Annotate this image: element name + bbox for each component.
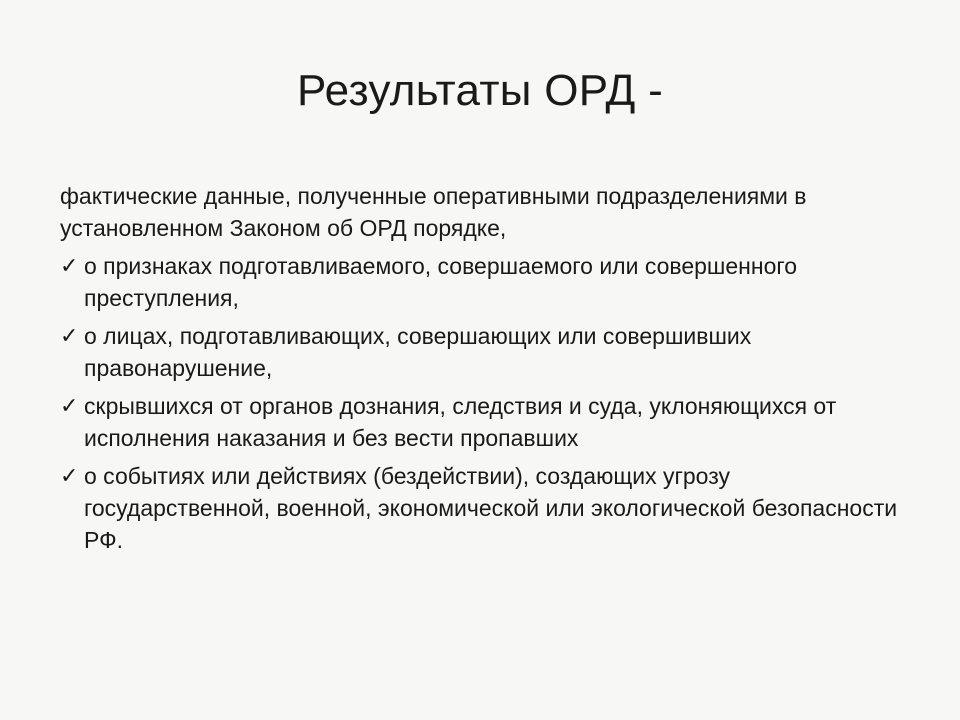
slide-body <box>60 180 910 562</box>
list-item <box>60 250 910 314</box>
list-item-text: скрывшихся от органов дознания, следствия и суда, уклоняющихся от исполнения наказания и без вести пропавших <box>84 393 837 451</box>
list-item <box>60 320 910 384</box>
intro-text: фактические данные, полученные оперативными подразделениями в установленном Законом об ОРД порядке, <box>60 183 807 241</box>
list-item-text: о признаках подготавливаемого, совершаемого или совершенного преступления, <box>84 253 798 311</box>
checkmark-icon: ✓ <box>60 393 79 418</box>
checkmark-icon: ✓ <box>60 323 79 348</box>
list-item <box>60 460 910 556</box>
slide-title: Результаты ОРД - <box>296 66 664 115</box>
list-item-text: о лицах, подготавливающих, совершающих или совершивших правонарушение, <box>84 323 752 381</box>
checkmark-icon: ✓ <box>60 253 79 278</box>
list-item <box>60 390 910 454</box>
bullet-list <box>60 250 910 556</box>
list-item-text: о событиях или действиях (бездействии), создающих угрозу государственной, военной, экономической или экологической безопасности РФ. <box>84 463 898 553</box>
checkmark-icon: ✓ <box>60 463 79 488</box>
